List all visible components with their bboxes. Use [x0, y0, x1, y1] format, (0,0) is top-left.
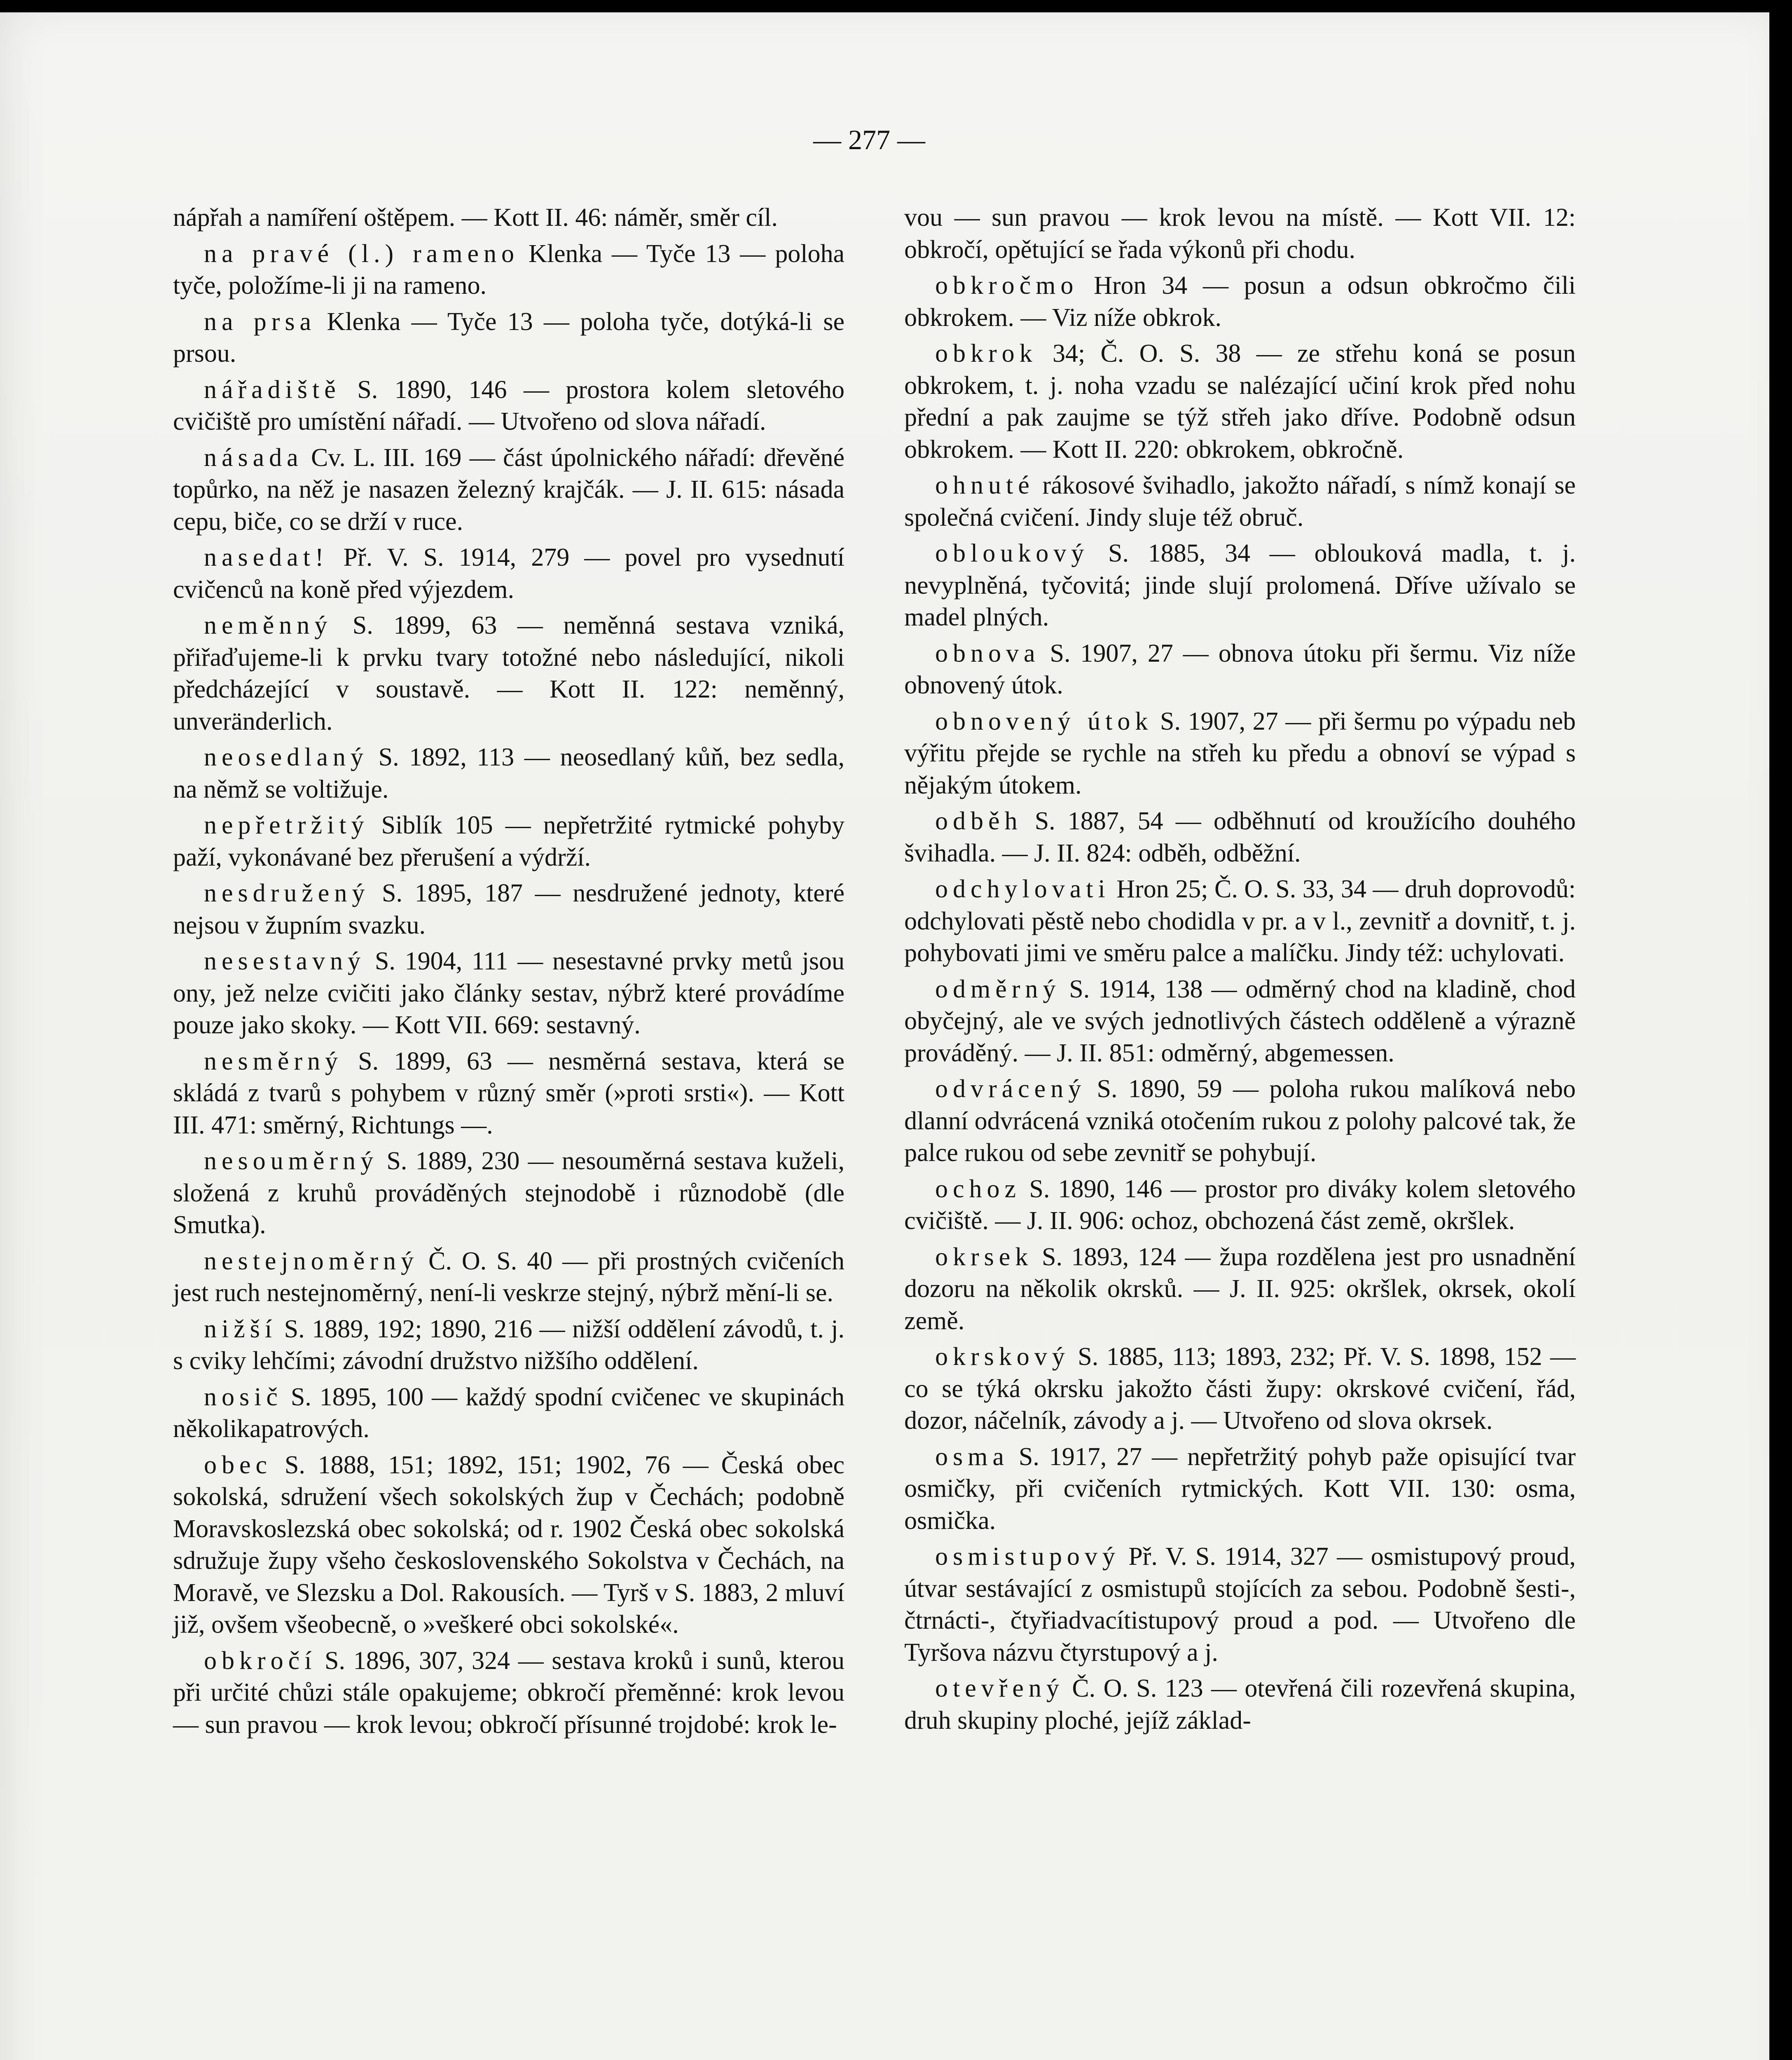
- entry-headword: nosič: [204, 1383, 283, 1411]
- dictionary-entry: [173, 1381, 845, 1445]
- entry-headword: odběh: [935, 807, 1022, 835]
- dictionary-entry: [904, 1173, 1576, 1237]
- entry-text: Cv. L. III. 169 — část úpolnického nářadí: dřevěné topůrko, na něž je nasazen železný krajčák. — J. II. 615: násada cepu, biče, co se drží v ruce.: [173, 443, 845, 536]
- entry-headword: násada: [204, 443, 303, 472]
- entry-headword: nesestavný: [204, 947, 366, 975]
- entry-text: S. 1904, 111 — nesestavné prvky metů jsou ony, jež nelze cvičiti jako články sestav, nýbrž které provádíme pouze jako skoky. — Kott VII. 669: sestavný.: [173, 947, 845, 1039]
- dictionary-entry: [173, 374, 845, 438]
- dictionary-entry: [904, 1341, 1576, 1437]
- dictionary-entry: [904, 470, 1576, 534]
- dictionary-entry: [904, 1241, 1576, 1337]
- entry-text: S. 1893, 124 — župa rozdělena jest pro usnadnění dozoru na několik okrsků. — J. II. 925: okršlek, okrsek, okolí země.: [904, 1243, 1576, 1335]
- entry-text: Č. O. S. 123 — otevřená čili rozevřená skupina, druh skupiny ploché, jejíž základ-: [904, 1674, 1576, 1735]
- dictionary-entry: [904, 538, 1576, 634]
- dictionary-entry: [904, 974, 1576, 1070]
- entry-headword: odvrácený: [935, 1075, 1086, 1103]
- dictionary-entry: [173, 946, 845, 1042]
- dictionary-entry: [173, 202, 845, 234]
- right-column: [904, 202, 1576, 1741]
- entry-text: S. 1887, 54 — odběhnutí od kroužícího douhého švihadla. — J. II. 824: odběh, odběžní.: [904, 807, 1576, 867]
- dictionary-entry: [904, 1541, 1576, 1669]
- entry-text: Hron 25; Č. O. S. 33, 34 — druh doprovodů: odchylovati pěstě nebo chodidla v pr. a v l., zevnitř a dovnitř, t. j. pohybovati jimi ve směru palce a malíčku. Jindy též: uchylovati.: [904, 875, 1576, 967]
- entry-text: S. 1899, 63 — nesměrná sestava, která se skládá z tvarů s pohybem v různý směr (»proti srsti«). — Kott III. 471: směrný, Richtungs —.: [173, 1047, 845, 1139]
- entry-headword: na pravé (l.) rameno: [204, 239, 519, 268]
- entry-text: S. 1890, 146 — prostora kolem sletového cvičiště pro umístění nářadí. — Utvořeno od slova nářadí.: [173, 375, 845, 435]
- dictionary-entry: [904, 1441, 1576, 1537]
- entry-headword: ochoz: [935, 1175, 1021, 1203]
- entry-text: S. 1907, 27 — obnova útoku při šermu. Viz níže obnovený útok.: [904, 639, 1576, 699]
- scan-border-right: [1769, 0, 1792, 2060]
- entry-text: S. 1895, 187 — nesdružené jednoty, které nejsou v župním svazku.: [173, 879, 845, 939]
- entry-text: 34; Č. O. S. 38 — ze střehu koná se posun obkrokem, t. j. noha vzadu se nalézající učiní krok před nohu přední a pak zaujme se týž střeh jako dříve. Podobně odsun obkrokem. — Kott II. 220: obkrokem, obkročně.: [904, 339, 1576, 464]
- entry-text: S. 1889, 230 — nesouměrná sestava kuželi, složená z kruhů prováděných stejnodobě i různodobě (dle Smutka).: [173, 1147, 845, 1239]
- entry-text: S. 1907, 27 — při šermu po výpadu neb výřitu přejde se rychle na střeh ku předu a obnoví se výpad s nějakým útokem.: [904, 707, 1576, 799]
- entry-text: Klenka — Tyče 13 — poloha tyče, dotýká-li se prsou.: [173, 307, 845, 368]
- entry-headword: osma: [935, 1442, 1009, 1471]
- page-number: — 277 —: [813, 124, 925, 155]
- entry-headword: neosedlaný: [204, 743, 368, 771]
- dictionary-entry: [173, 878, 845, 941]
- entry-headword: nižší: [204, 1315, 277, 1343]
- entry-text: vou — sun pravou — krok levou na místě. — Kott VII. 12: obkročí, opětující se řada výkonů při chodu.: [904, 204, 1576, 264]
- dictionary-entry: [173, 742, 845, 805]
- entry-headword: odměrný: [935, 975, 1061, 1003]
- entry-headword: nepřetržitý: [204, 811, 369, 839]
- entry-text: S. 1890, 59 — poloha rukou malíková nebo dlanní odvrácená vzniká otočením rukou z polohy palcové tak, že palce rukou od sebe zevnitř se pohybují.: [904, 1075, 1576, 1167]
- entry-headword: nestejnoměrný: [204, 1247, 419, 1275]
- dictionary-entry: [173, 810, 845, 873]
- dictionary-entry: [904, 805, 1576, 869]
- entry-headword: obnovený útok: [935, 707, 1153, 735]
- entry-text: S. 1890, 146 — prostor pro diváky kolem sletového cvičiště. — J. II. 906: ochoz, obchozená část země, okršlek.: [904, 1175, 1576, 1235]
- dictionary-entry: [904, 270, 1576, 334]
- entry-text: S. 1892, 113 — neosedlaný kůň, bez sedla, na němž se voltižuje.: [173, 743, 845, 803]
- dictionary-entry: [173, 442, 845, 538]
- dictionary-entry: [173, 1449, 845, 1641]
- dictionary-entry: [173, 1313, 845, 1377]
- entry-headword: obkrok: [935, 339, 1037, 368]
- scan-border-top: [0, 0, 1792, 12]
- entry-text: Hron 34 — posun a odsun obkročmo čili obkrokem. — Viz níže obkrok.: [904, 272, 1576, 332]
- entry-headword: odchylovati: [935, 875, 1110, 903]
- entry-headword: na prsa: [204, 307, 316, 336]
- entry-text: S. 1885, 113; 1893, 232; Př. V. S. 1898, 152 — co se týká okrsku jakožto části župy: okrskové cvičení, řád, dozor, náčelník, závody a j. — Utvořeno od slova okrsek.: [904, 1343, 1576, 1435]
- dictionary-entry: [904, 1673, 1576, 1737]
- dictionary-entry: [904, 873, 1576, 969]
- entry-text: S. 1888, 151; 1892, 151; 1902, 76 — Česká obec sokolská, sdružení všech sokolských žup v Čechách; podobně Moravskoslezská obec sokolská; od r. 1902 Česká obec sokolská sdružuje župy všeho československého Sokolstva v Čechách, na Moravě, ve Slezsku a Dol. Rakousích. — Tyrš v S. 1883, 2 mluví již, ovšem všeobecně, o »veškeré obci sokolské«.: [173, 1451, 845, 1639]
- entry-headword: nesouměrný: [204, 1147, 379, 1175]
- entry-text: S. 1889, 192; 1890, 216 — nižší oddělení závodů, t. j. s cviky lehčími; závodní družstvo nižšího oddělení.: [173, 1315, 845, 1375]
- entry-text: Klenka — Tyče 13 — poloha tyče, položíme-li ji na rameno.: [173, 239, 845, 300]
- entry-headword: okrskový: [935, 1343, 1070, 1371]
- entry-headword: neměnný: [204, 611, 332, 639]
- left-column: [173, 202, 845, 1745]
- dictionary-entry: [173, 1245, 845, 1309]
- entry-headword: nesměrný: [204, 1047, 343, 1075]
- entry-text: rákosové švihadlo, jakožto nářadí, s nímž konají se společná cvičení. Jindy sluje též obruč.: [904, 471, 1576, 531]
- entry-headword: ohnuté: [935, 471, 1034, 499]
- dictionary-entry: [904, 706, 1576, 802]
- entry-headword: okrsek: [935, 1243, 1033, 1271]
- entry-headword: obkročmo: [935, 272, 1078, 300]
- entry-headword: osmistupový: [935, 1543, 1120, 1571]
- dictionary-entry: [173, 1145, 845, 1241]
- dictionary-entry: [904, 1073, 1576, 1169]
- entry-headword: nasedat!: [204, 543, 329, 571]
- entry-headword: obec: [204, 1451, 272, 1479]
- entry-headword: nářadiště: [204, 375, 341, 404]
- dictionary-entry: [173, 1046, 845, 1142]
- entry-text: nápřah a namíření oštěpem. — Kott II. 46: náměr, směr cíl.: [173, 204, 778, 232]
- dictionary-entry: [904, 338, 1576, 466]
- entry-text: S. 1895, 100 — každý spodní cvičenec ve skupinách několikapatrových.: [173, 1383, 845, 1443]
- dictionary-entry: [904, 638, 1576, 702]
- entry-text: S. 1896, 307, 324 — sestava kroků i sunů, kterou při určité chůzi stále opakujeme; obkročí přeměnné: krok levou — sun pravou — krok levou; obkročí přísunné trojdobé: krok le-: [173, 1646, 845, 1739]
- entry-headword: obkročí: [204, 1646, 317, 1675]
- entry-headword: otevřený: [935, 1674, 1064, 1702]
- dictionary-entry: [173, 306, 845, 370]
- entry-text: Č. O. S. 40 — při prostných cvičeních jest ruch nestejnoměrný, není-li veskrze stejný, nýbrž mění-li se.: [173, 1247, 845, 1307]
- dictionary-entry: [173, 610, 845, 737]
- entry-text: S. 1917, 27 — nepřetržitý pohyb paže opisující tvar osmičky, při cvičeních rytmických. Kott VII. 130: osma, osmička.: [904, 1442, 1576, 1535]
- entry-headword: obloukový: [935, 539, 1089, 567]
- dictionary-entry: [173, 238, 845, 302]
- entry-headword: nesdružený: [204, 879, 370, 907]
- dictionary-entry: [173, 1645, 845, 1741]
- entry-text: Př. V. S. 1914, 327 — osmistupový proud, útvar sestávající z osmistupů stojících za sebou. Podobně šesti-, čtrnácti-, čtyřiadvacítistupový proud a pod. — Utvořeno dle Tyršova názvu čtyrstupový a j.: [904, 1543, 1576, 1667]
- dictionary-entry: [173, 542, 845, 606]
- dictionary-entry: [904, 202, 1576, 266]
- entry-text: Siblík 105 — nepřetržité rytmické pohyby paží, vykonávané bez přerušení a výdrží.: [173, 811, 845, 871]
- entry-text: S. 1885, 34 — oblouková madla, t. j. nevyplněná, tyčovitá; jinde slují prolomená. Dříve užívalo se madel plných.: [904, 539, 1576, 631]
- entry-text: S. 1914, 138 — odměrný chod na kladině, chod obyčejný, ale ve svých jednotlivých částech odděleně a výrazně prováděný. — J. II. 851: odměrný, abgemessen.: [904, 975, 1576, 1067]
- entry-text: S. 1899, 63 — neměnná sestava vzniká, přiřaďujeme-li k prvku tvary totožné nebo následující, nikoli předcházející v soustavě. — Kott II. 122: neměnný, unveränderlich.: [173, 611, 845, 735]
- entry-text: Př. V. S. 1914, 279 — povel pro vysednutí cvičenců na koně před výjezdem.: [173, 543, 845, 604]
- entry-headword: obnova: [935, 639, 1040, 667]
